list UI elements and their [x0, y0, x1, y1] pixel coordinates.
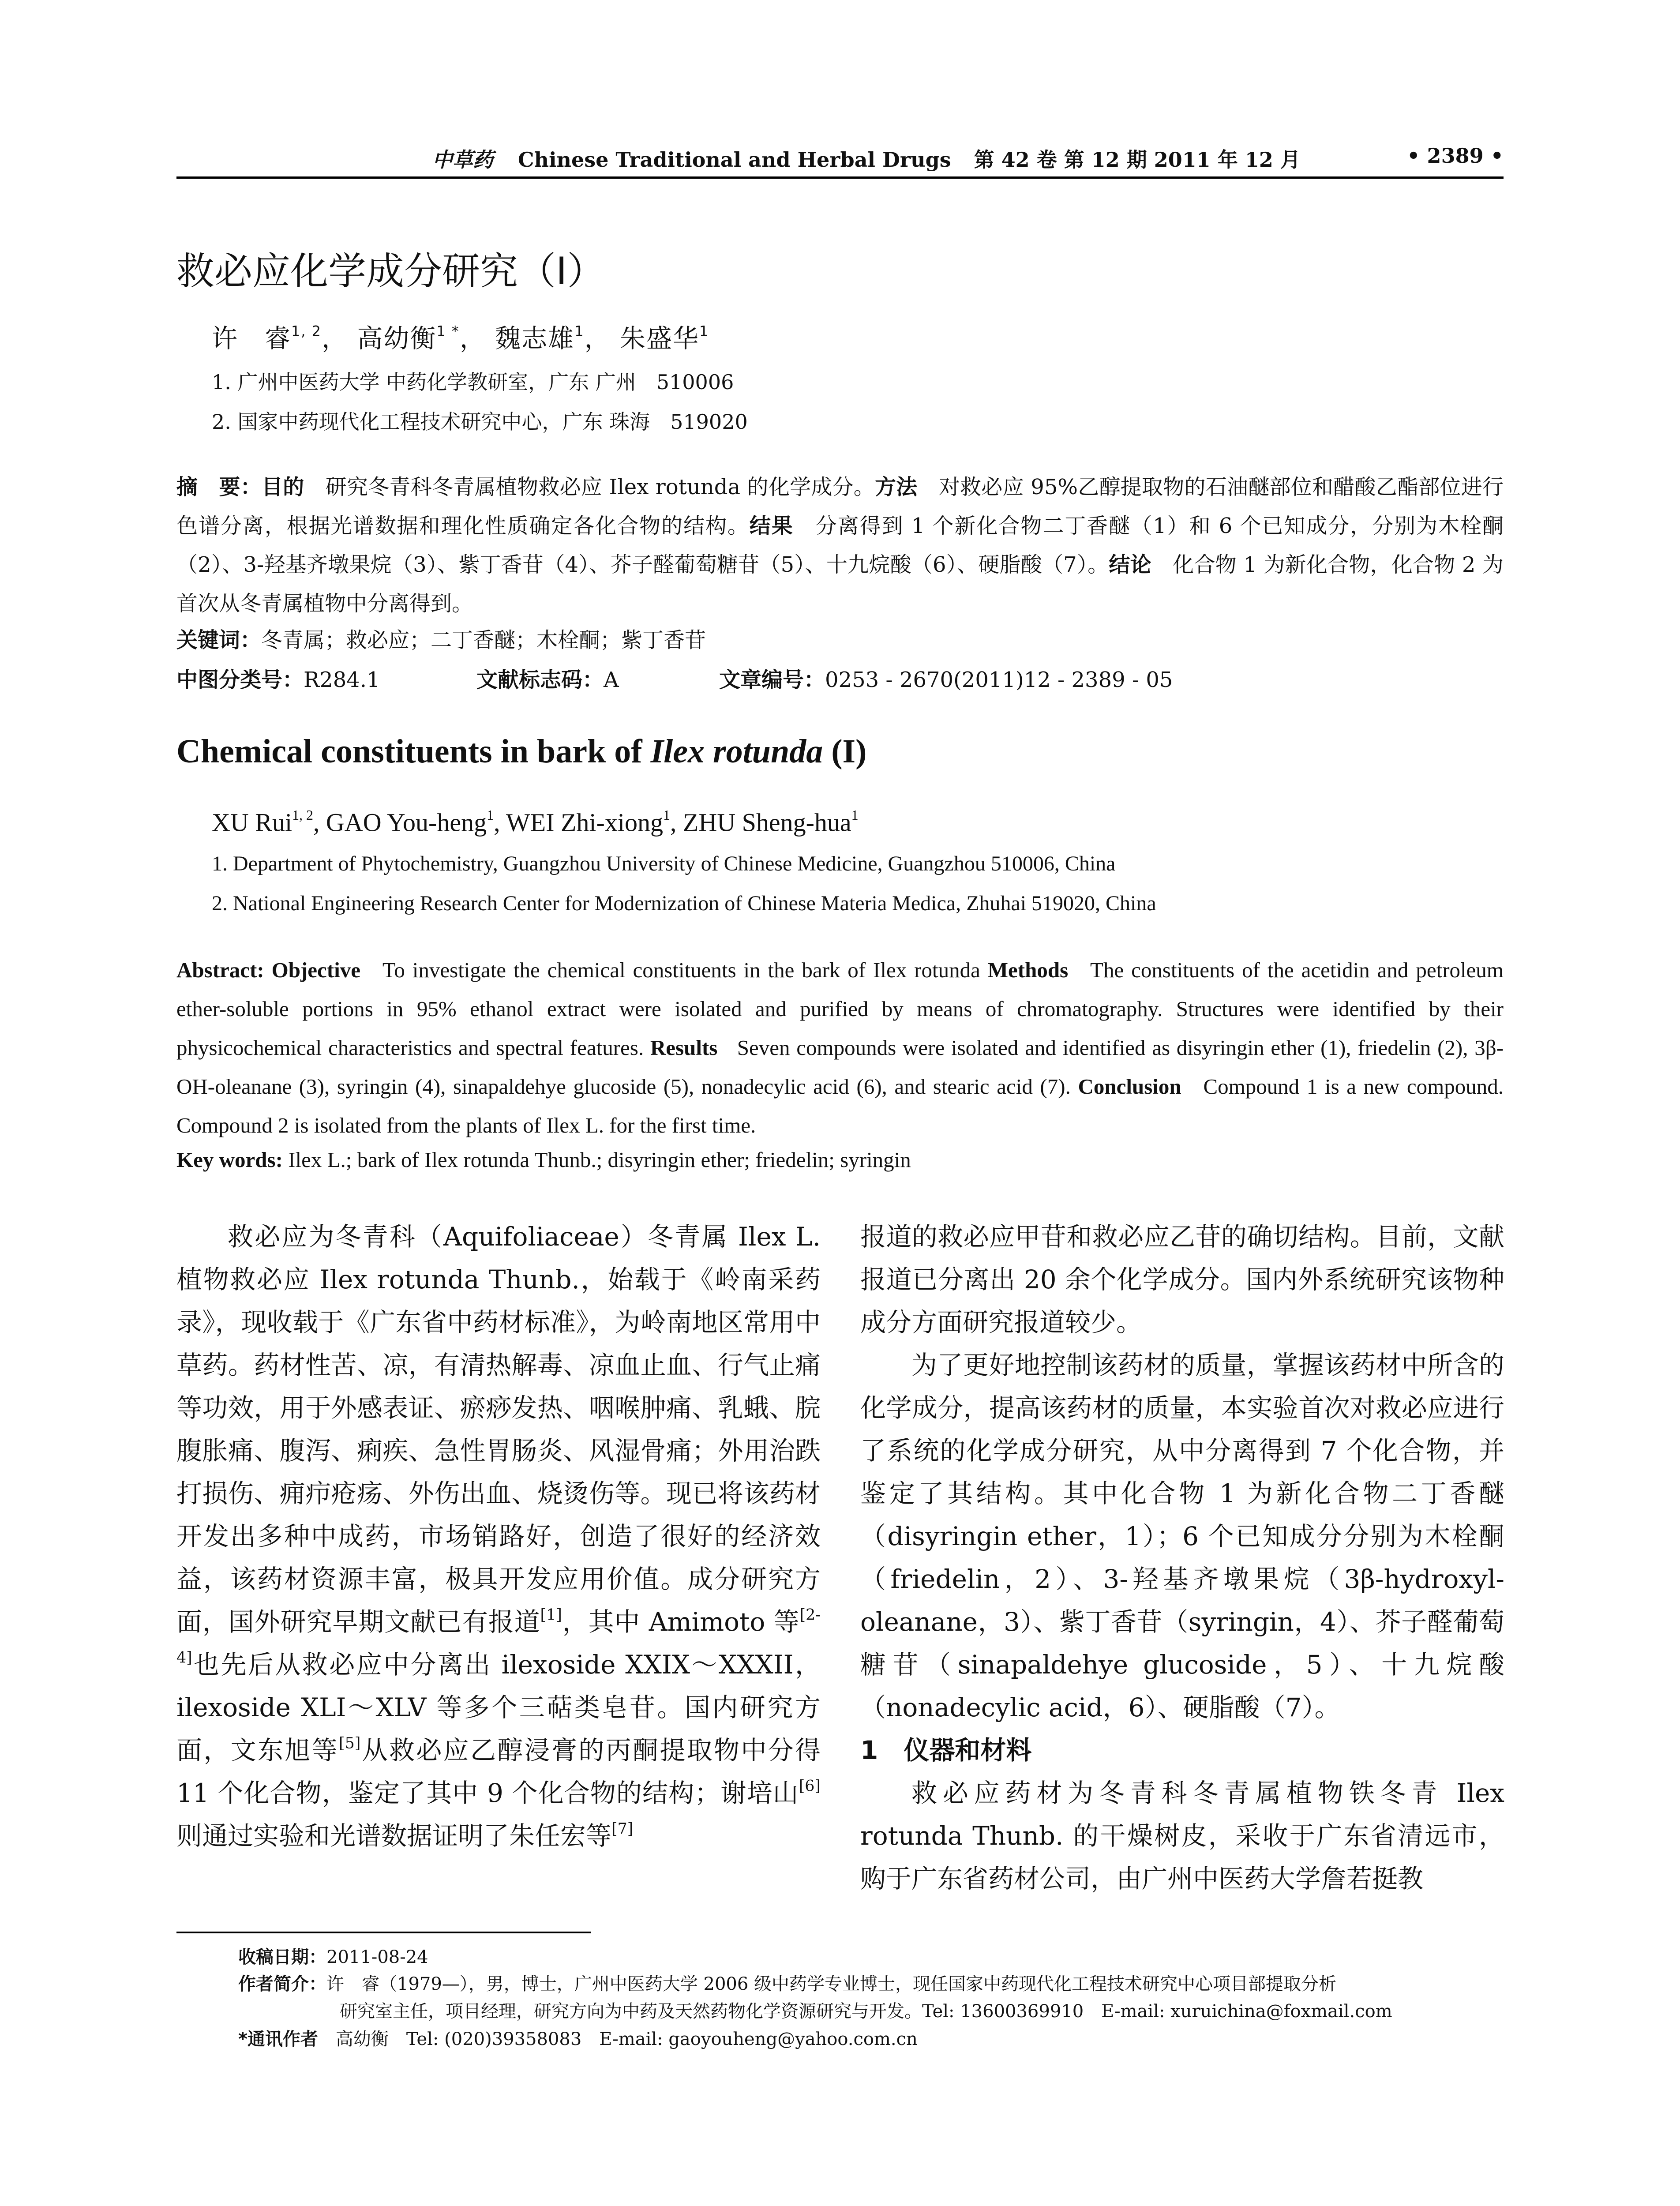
abstract-en	[176, 951, 1504, 1145]
methods-label: 方法	[875, 475, 918, 499]
bio-label: 作者简介：	[238, 1974, 326, 1994]
clc-code	[176, 663, 380, 693]
running-header	[176, 139, 1504, 172]
doc-code	[476, 663, 619, 693]
author-sep: ，	[321, 323, 348, 353]
header-rule	[176, 176, 1504, 179]
article-value: 0253 - 2670(2011)12 - 2389 - 05	[825, 668, 1173, 692]
title-en-species: Ilex rotunda	[650, 733, 823, 770]
affiliation-en-1: 1. Department of Phytochemistry, Guangzhou University of Chinese Medicine, Guangzhou 510006, China	[212, 852, 1116, 875]
title-en-suffix: (I)	[823, 733, 867, 770]
keywords-text: 冬青属；救必应；二丁香醚；木栓酮；紫丁香苷	[261, 628, 706, 653]
footnote-bio-cont: 研究室主任，项目经理，研究方向为中药及天然药物化学资源研究与开发。Tel: 13600369910 E-mail: xuruichina@foxmail.com	[340, 2001, 1392, 2022]
affiliation-en-2: 2. National Engineering Research Center for Modernization of Chinese Materia Medica, Zhuhai 519020, China	[212, 892, 1156, 915]
footnote-received	[238, 1943, 1565, 1971]
methods-text: 对救必应 95%乙醇提取物的石油醚部位和醋酸乙酯部位进行色谱分离，根据光谱数据和理化性质确定各化合物的结构。	[176, 475, 1504, 538]
authors-en	[212, 807, 859, 837]
body-text: 从救必应乙醇浸膏的丙酮提取物中分得 11 个化合物，鉴定了其中 9 个化合物的结构；谢培山	[176, 1735, 821, 1808]
body-paragraph: 救必应药材为冬青科冬青属植物铁冬青 Ilex rotunda Thunb. 的干燥树皮，采收于广东省清远市，购于广东省药材公司，由广州中医药大学詹若挺教	[860, 1778, 1504, 1894]
clc-value: R284.1	[304, 668, 380, 692]
author-sup: 1	[851, 807, 859, 823]
conclusion-text: 化合物 1 为新化合物，化合物 2 为首次从冬青属植物中分离得到。	[176, 552, 1504, 616]
author-sup: 1, 2	[291, 323, 322, 340]
citation: [1]	[540, 1606, 562, 1624]
clc-label: 中图分类号：	[176, 668, 304, 692]
authors-cn	[212, 318, 709, 355]
title-en	[176, 732, 866, 771]
citation: [2-4]	[176, 1606, 821, 1667]
article-number	[719, 663, 1173, 693]
title-cn: 救必应化学成分研究（I）	[176, 249, 605, 293]
abstract-en-label: Abstract:	[176, 958, 264, 982]
affiliation-cn-2: 2. 国家中药现代化工程技术研究中心，广东 珠海 519020	[212, 410, 748, 434]
objective-en-text: To investigate the chemical constituents in the bark of Ilex rotunda	[382, 958, 980, 982]
author-name: 高幼衡	[357, 323, 437, 353]
citation: [5]	[339, 1734, 361, 1752]
keywords-en-label: Key words:	[176, 1148, 283, 1172]
results-text: 分离得到 1 个新化合物二丁香醚（1）和 6 个已知成分，分别为木栓酮（2）、3-羟基齐墩果烷（3）、紫丁香苷（4）、芥子醛葡萄糖苷（5）、十九烷酸（6）、硬脂酸（7）。	[176, 514, 1504, 577]
body-column-left	[176, 1216, 821, 1857]
doc-label: 文献标志码：	[476, 668, 604, 692]
title-en-main: Chemical constituents in bark of	[176, 733, 651, 770]
citation: [7]	[611, 1820, 634, 1838]
conclusion-en-text: Compound 1 is a new compound. Compound 2 is isolated from the plants of Ilex L. for the first time.	[176, 1074, 1504, 1137]
author-sup: 1	[487, 807, 494, 823]
author-sep: ，	[584, 323, 611, 353]
author-name: WEI Zhi-xiong	[506, 808, 663, 837]
results-en-label: Results	[650, 1035, 718, 1060]
citation: [6]	[799, 1777, 821, 1795]
results-en-text: Seven compounds were isolated and identified as disyringin ether (1), friedelin (2), 3β-OH-oleanane (3), syringin (4), sinapaldehye glucoside (5), nonadecylic acid (6), and stearic acid (7).	[176, 1035, 1504, 1099]
author-sup: 1	[574, 323, 585, 340]
received-date: 2011-08-24	[326, 1947, 428, 1967]
author-sup: 1, 2	[292, 807, 313, 823]
affiliation-cn-1: 1. 广州中医药大学 中药化学教研室，广东 广州 510006	[212, 370, 734, 394]
bio-text: 许 睿（1979—），男，博士，广州中医药大学 2006 级中药学专业博士，现任国家中药现代化工程技术研究中心项目部提取分析	[326, 1974, 1337, 1994]
methods-en-text: The constituents of the acetidin and petroleum ether-soluble portions in 95% ethanol extract were isolated and purified by means of chromatography. Structures were identified by their physicochemical characteristics and spectral features.	[176, 958, 1504, 1060]
footnote-corresponding	[238, 2026, 1565, 2053]
body-text: 救必应为冬青科（Aquifoliaceae）冬青属 Ilex L. 植物救必应 Ilex rotunda Thunb.，始载于《岭南采药录》，现收载于《广东省中药材标准》，为岭南地区常用中草药。药材性苦、凉，有清热解毒、凉血止血、行气止痛等功效，用于外感表证、瘀痧发热、咽喉肿痛、乳蛾、脘腹胀痛、腹泻、痢疾、急性胃肠炎、风湿骨痛；外用治跌打损伤、痈疖疮疡、外伤出血、烧烫伤等。现已将该药材开发出多种中成药，市场销路好，创造了很好的经济效益，该药材资源丰富，极具开发应用价值。成分研究方面，国外研究早期文献已有报道	[176, 1222, 821, 1637]
body-paragraph	[176, 1216, 821, 1857]
journal-line	[432, 144, 1301, 173]
body-text: 则通过实验和光谱数据证明了朱任宏等	[176, 1821, 612, 1851]
body-text: ，其中 Amimoto 等	[562, 1607, 800, 1637]
author-sup: 1	[663, 807, 670, 823]
corr-label: *通讯作者	[238, 2029, 318, 2049]
footnote-bio	[238, 1970, 1565, 1998]
keywords-label: 关键词：	[176, 628, 262, 653]
body-paragraph: 为了更好地控制该药材的质量，掌握该药材中所含的化学成分，提高该药材的质量，本实验首次对救必应进行了系统的化学成分研究，从中分离得到 7 个化合物，并鉴定了其结构。其中化合物 1 为新化合物二丁香醚（disyringin ether，1）；6 个已知成分分别为木栓酮（friedelin，2）、3-羟基齐墩果烷（3β-hydroxyl-oleanane，3）、紫丁香苷（syringin，4）、芥子醛葡萄糖苷（sinapaldehye glucoside，5）、十九烷酸（nonadecylic acid，6）、硬脂酸（7）。	[860, 1350, 1504, 1722]
journal-issue: 第 42 卷 第 12 期 2011 年 12 月	[974, 148, 1301, 172]
keywords-en	[176, 1147, 911, 1172]
author-sep: ,	[313, 808, 326, 837]
received-label: 收稿日期：	[238, 1947, 326, 1967]
keywords-cn	[176, 623, 706, 653]
author-sep: ,	[670, 808, 683, 837]
author-sep: ,	[494, 808, 506, 837]
author-sup: 1	[699, 323, 709, 340]
conclusion-en-label: Conclusion	[1078, 1074, 1181, 1099]
author-sep: ，	[459, 323, 486, 353]
journal-name: Chinese Traditional and Herbal Drugs	[518, 148, 951, 172]
objective-label: 目的	[262, 475, 304, 499]
section-heading: 1 仪器和材料	[860, 1735, 1032, 1765]
abstract-label: 摘 要：	[176, 475, 262, 499]
results-label: 结果	[749, 514, 794, 538]
author-name: 朱盛华	[619, 323, 699, 353]
doc-value: A	[604, 668, 619, 692]
author-name: GAO You-heng	[326, 808, 487, 837]
page-number: • 2389 •	[1407, 144, 1504, 168]
methods-en-label: Methods	[987, 958, 1069, 982]
author-name: 许 睿	[212, 323, 292, 353]
author-name: XU Rui	[212, 808, 292, 837]
objective-en-label: Objective	[271, 958, 360, 982]
journal-logo: 中草药	[432, 148, 493, 172]
keywords-en-text: Ilex L.; bark of Ilex rotunda Thunb.; disyringin ether; friedelin; syringin	[288, 1148, 911, 1172]
body-paragraph-continued: 报道的救必应甲苷和救必应乙苷的确切结构。目前，文献报道已分离出 20 余个化学成分。国内外系统研究该物种成分方面研究报道较少。	[860, 1222, 1504, 1337]
abstract-cn	[176, 468, 1504, 623]
corr-text: 高幼衡 Tel: (020)39358083 E-mail: gaoyouheng@yahoo.com.cn	[335, 2029, 918, 2049]
body-text: 也先后从救必应中分离出 ilexoside XXIX～XXXII，ilexoside XLI～XLV 等多个三萜类皂苷。国内研究方面，文东旭等	[176, 1650, 821, 1765]
objective-text: 研究冬青科冬青属植物救必应 Ilex rotunda 的化学成分。	[325, 475, 875, 499]
conclusion-label: 结论	[1109, 552, 1151, 577]
footnote-rule	[176, 1932, 591, 1933]
author-name: 魏志雄	[495, 323, 575, 353]
author-name: ZHU Sheng-hua	[682, 808, 851, 837]
author-sup: 1 *	[436, 323, 460, 340]
article-label: 文章编号：	[719, 668, 825, 692]
body-column-right	[860, 1216, 1504, 1900]
